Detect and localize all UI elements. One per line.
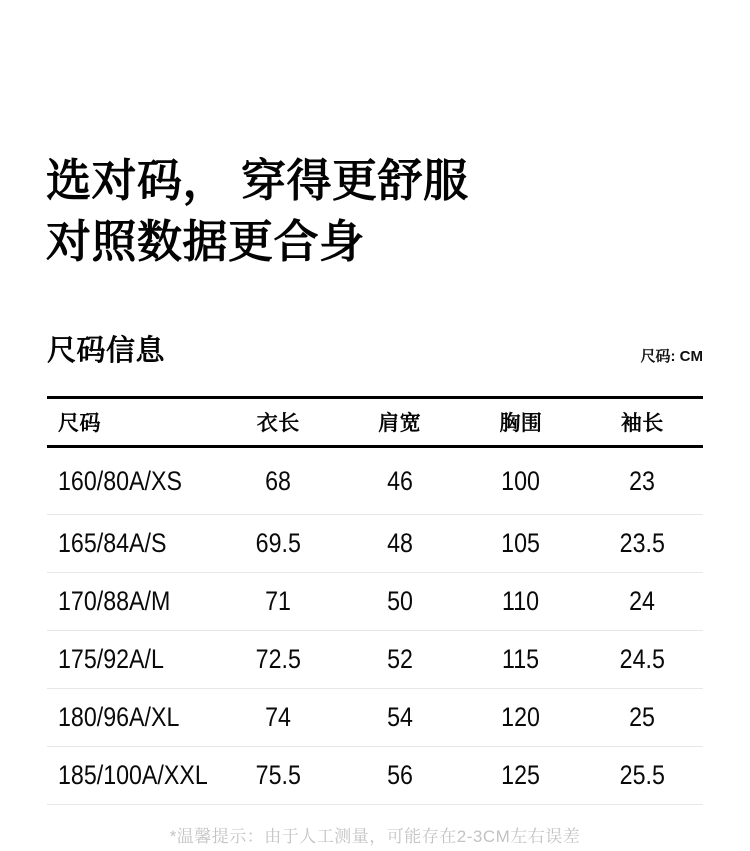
shoulder-width-value: 48 <box>386 528 413 558</box>
table-row <box>47 689 703 747</box>
size-info-title: 尺码信息 <box>47 335 166 367</box>
chest-value: 120 <box>501 702 541 732</box>
hero-title-line1: 选对码， 穿得更舒服 <box>46 155 469 206</box>
size-label: 160/80A/XS <box>58 465 182 496</box>
table-row <box>47 573 703 631</box>
shoulder-width-value: 56 <box>386 760 413 790</box>
chest-value: 100 <box>501 465 541 496</box>
size-label: 180/96A/XL <box>58 702 180 732</box>
shoulder-width-value: 46 <box>386 465 413 496</box>
column-header-shoulder-width: 肩宽 <box>378 412 422 435</box>
size-label: 165/84A/S <box>58 528 167 558</box>
garment-length-value: 68 <box>265 465 292 496</box>
shoulder-width-value: 52 <box>386 644 413 674</box>
table-row <box>47 631 703 689</box>
hero-heading <box>46 150 469 272</box>
sleeve-length-value: 23.5 <box>619 528 665 558</box>
column-header-size: 尺码 <box>58 412 101 435</box>
sleeve-length-value: 23 <box>629 465 656 496</box>
size-label: 185/100A/XXL <box>58 760 208 790</box>
measurement-disclaimer: *温馨提示：由于人工测量，可能存在2-3CM左右误差 <box>169 827 581 846</box>
size-label: 175/92A/L <box>58 644 164 674</box>
table-row <box>47 747 703 805</box>
size-unit-label: 尺码: CM <box>640 348 703 365</box>
page-title <box>46 150 469 272</box>
table-row <box>47 447 703 515</box>
sleeve-length-value: 25 <box>629 702 656 732</box>
chest-value: 110 <box>502 586 540 616</box>
size-table-header-row <box>47 398 703 447</box>
garment-length-value: 74 <box>265 702 292 732</box>
chest-value: 105 <box>501 528 541 558</box>
garment-length-value: 71 <box>265 586 292 616</box>
column-header-garment-length: 衣长 <box>256 412 300 435</box>
shoulder-width-value: 54 <box>386 702 413 732</box>
sleeve-length-value: 24 <box>629 586 656 616</box>
table-row <box>47 515 703 573</box>
size-section-header <box>47 331 703 371</box>
chest-value: 115 <box>502 644 540 674</box>
hero-title-line2: 对照数据更合身 <box>46 216 365 267</box>
garment-length-value: 72.5 <box>255 644 301 674</box>
shoulder-width-value: 50 <box>386 586 413 616</box>
size-table <box>47 396 703 805</box>
garment-length-value: 75.5 <box>255 760 301 790</box>
column-header-sleeve-length: 袖长 <box>620 412 664 435</box>
chest-value: 125 <box>501 760 541 790</box>
sleeve-length-value: 25.5 <box>619 760 665 790</box>
size-label: 170/88A/M <box>58 586 171 616</box>
column-header-chest: 胸围 <box>499 412 543 435</box>
garment-length-value: 69.5 <box>255 528 301 558</box>
sleeve-length-value: 24.5 <box>619 644 665 674</box>
